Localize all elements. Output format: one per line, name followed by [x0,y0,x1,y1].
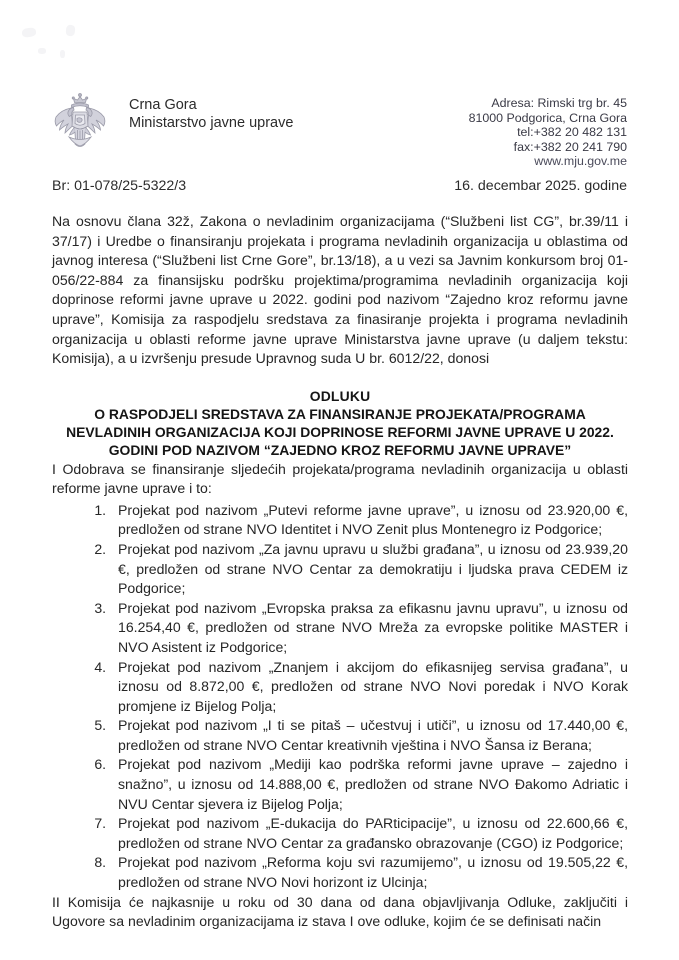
preamble-paragraph: Na osnovu člana 32ž, Zakona o nevladinim organizacijama (“Službeni list CG”, br.39/11 i 37/17) i Uredbe o finansiranju projekata i programa nevladinih organizacija u oblastima od javnog interesa (“Službeni list Crne Gore”, br.13/18), a u vezi sa Javnim konkursom broj 01-056/22-884 za finansijsku podršku projektima/programima nevladinih organizacija koji doprinose reformi javne uprave u 2022. godini pod nazivom “Zajedno kroz reformu javne uprave”, Komisija za raspodjelu sredstava za finasiranje projekta i programa nevladinih organizacija u oblasti reforme javne uprave Ministarstva javne uprave (u daljem tekstu: Komisija), a u izvršenju presude Upravnog suda U br. 6012/22, donosi [52,213,628,367]
list-item: 3. Projekat pod nazivom „Evropska praksa za efikasnu javnu upravu”, u iznosu od 16.254,40 €, predložen od strane NVO Mreža za evropske politike MASTER i NVO Asistent iz Podgorice; [110,599,628,658]
list-item: 2. Projekat pod nazivom „Za javnu upravu u službi građana”, u iznosu od 23.939,20 €, predložen od strane NVO Centar za demokratiju i ljudska prava CEDEM iz Podgorice; [110,540,628,599]
list-item: 6. Projekat pod nazivom „Mediji kao podrška reformi javne uprave – zajedno i snažno”, u iznosu od 14.888,00 €, predložen od strane NVO Đakomo Adriatic i NVU Centar sjevera iz Bijelog Polja; [110,755,628,814]
approved-projects-list [52,501,628,893]
contact-block [469,96,627,169]
list-item: 1. Projekat pod nazivom „Putevi reforme javne uprave”, u iznosu od 23.920,00 €, predložen od strane NVO Identitet i NVO Zenit plus Montenegro iz Podgorice; [110,501,628,540]
contact-fax: fax:+382 20 241 790 [513,139,627,154]
decision-title-line2: O RASPODJELI SREDSTAVA ZA FINANSIRANJE PROJEKATA/PROGRAMA NEVLADINIH ORGANIZACIJA KOJI DOPRINOSE REFORMI JAVNE UPRAVE U 2022. GODINI POD NAZIVOM “ZAJEDNO KROZ REFORMU JAVNE UPRAVE” [66,405,614,459]
list-item: 7. Projekat pod nazivom „E-dukacija do PARticipacije”, u iznosu od 22.600,66 €, predložen od strane NVO Centar za građansko obrazovanje (CGO) iz Podgorice; [110,814,628,853]
reference-line [52,178,627,194]
ministry-name: Ministarstvo javne uprave [129,115,294,131]
document-body [52,212,628,932]
contact-telephone: tel:+382 20 482 131 [517,125,627,140]
article-one-intro: I Odobrava se finansiranje sljedećih projekata/programa nevladinih organizacija u oblasti reforme javne uprave i to: [52,460,628,497]
list-item: 4. Projekat pod nazivom „Znanjem i akcijom do efikasnijeg servisa građana”, u iznosu od 8.872,00 €, predložen od strane NVO Novi poredak i NVO Korak promjene iz Bijelog Polja; [110,658,628,717]
reference-number: Br: 01-078/25-5322/3 [52,178,187,194]
contact-website: www.mju.gov.me [534,154,627,169]
organization-names [129,96,293,132]
contact-city: 81000 Podgorica, Crna Gora [468,110,627,125]
document-date: 16. decembar 2025. godine [454,178,627,194]
decision-title [52,387,628,460]
country-name: Crna Gora [129,97,197,113]
list-item: 8. Projekat pod nazivom „Reforma koju svi razumijemo”, u iznosu od 19.505,22 €, predložen od strane NVO Novi horizont iz Ulcinja; [110,853,628,892]
scan-artifact [65,25,75,37]
contact-address: Adresa: Rimski trg br. 45 [491,96,627,110]
list-item: 5. Projekat pod nazivom „I ti se pitaš – učestvuj i utiči”, u iznosu od 17.440,00 €, predložen od strane NVO Centar kreativnih vještina i NVO Šansa iz Berana; [110,716,628,755]
montenegro-coat-of-arms-icon [51,92,109,154]
decision-title-line1: ODLUKU [309,387,371,404]
scan-artifact [21,27,36,38]
scan-artifact [60,50,65,58]
article-two-paragraph: II Komisija će najkasnije u roku od 30 dana od dana objavljivanja Odluke, zaključiti i Ugovore sa nevladinim organizacijama iz stava I ove odluke, kojim će se definisati način [52,893,628,930]
scan-artifact [38,48,46,54]
